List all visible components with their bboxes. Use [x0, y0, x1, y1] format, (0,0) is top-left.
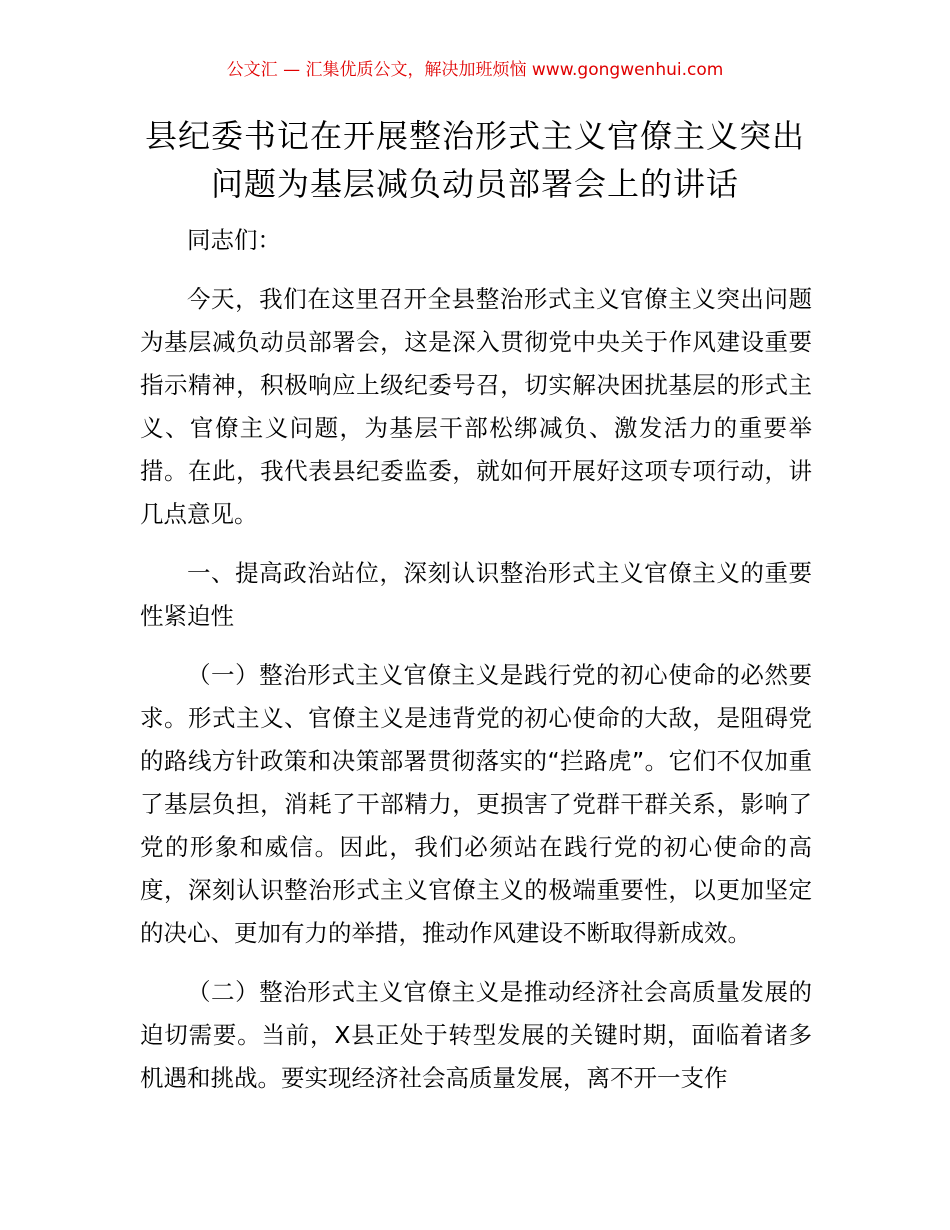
document-body: [140, 219, 812, 1116]
document-title: [120, 112, 830, 208]
site-header: 公文汇 — 汇集优质公文，解决加班烦恼 www.gongwenhui.com: [226, 60, 724, 80]
subsection-paragraph-2: （二）整治形式主义官僚主义是推动经济社会高质量发展的迫切需要。当前，X县正处于转型发展的关键时期，面临着诸多机遇和挑战。要实现经济社会高质量发展，离不开一支作: [140, 978, 812, 1092]
title-line-2: 问题为基层减负动员部署会上的讲话: [210, 165, 739, 203]
section-heading: 一、提高政治站位，深刻认识整治形式主义官僚主义的重要性紧迫性: [140, 559, 812, 630]
intro-paragraph: 今天，我们在这里召开全县整治形式主义官僚主义突出问题为基层减负动员部署会，这是深入贯彻党中央关于作风建设重要指示精神，积极响应上级纪委号召，切实解决困扰基层的形式主义、官僚主义问题，为基层干部松绑减负、激发活力的重要举措。在此，我代表县纪委监委，就如何开展好这项专项行动，讲几点意见。: [140, 285, 812, 528]
title-line-1: 县纪委书记在开展整治形式主义官僚主义突出: [144, 117, 805, 155]
subsection-paragraph-1: （一）整治形式主义官僚主义是践行党的初心使命的必然要求。形式主义、官僚主义是违背党的初心使命的大敌，是阻碍党的路线方针政策和决策部署贯彻落实的“拦路虎”。它们不仅加重了基层负担，消耗了干部精力，更损害了党群干群关系，影响了党的形象和威信。因此，我们必须站在践行党的初心使命的高度，深刻认识整治形式主义官僚主义的极端重要性，以更加坚定的决心、更加有力的举措，推动作风建设不断取得新成效。: [140, 661, 812, 947]
salutation: 同志们：: [187, 226, 281, 254]
